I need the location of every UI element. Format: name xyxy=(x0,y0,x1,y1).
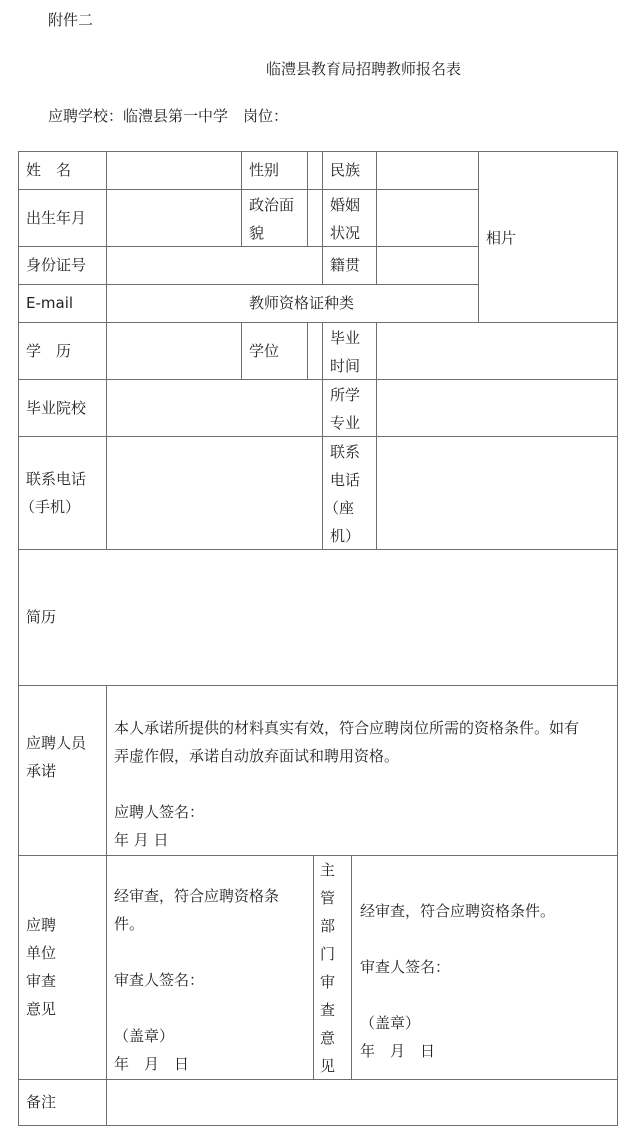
pledge-label-line2: 承诺 xyxy=(26,762,57,780)
mobile-phone-label-line1: 联系电话 xyxy=(26,470,87,488)
grid-line xyxy=(106,685,107,1126)
graduate-school-label: 毕业院校 xyxy=(26,399,87,417)
grid-line xyxy=(18,1125,618,1126)
grid-line xyxy=(18,284,478,285)
unit-review-text-line1: 经审查，符合应聘资格条 xyxy=(114,887,280,905)
grid-line xyxy=(18,151,19,1126)
grid-line xyxy=(18,322,618,323)
email-label: E-mail xyxy=(26,294,74,312)
major-label-line2: 专业 xyxy=(330,414,361,432)
grid-line xyxy=(322,322,323,549)
pledge-text-line1: 本人承诺所提供的材料真实有效，符合应聘岗位所需的资格条件。如有 xyxy=(114,719,580,737)
unit-review-text-line2: 件。 xyxy=(114,915,145,933)
attachment-label: 附件二 xyxy=(48,11,94,29)
grad-time-label-line1: 毕业 xyxy=(330,329,361,347)
political-label-line1: 政治面 xyxy=(249,196,295,214)
landline-label-line4: 机） xyxy=(330,527,361,545)
grid-line xyxy=(106,151,107,549)
dept-review-label: 主管部门审查意见 xyxy=(320,861,336,1075)
grid-line xyxy=(617,151,618,1126)
grid-line xyxy=(18,1079,618,1080)
native-place-label: 籍贯 xyxy=(330,256,361,274)
grid-line xyxy=(376,151,377,284)
grid-line xyxy=(322,151,323,284)
teacher-cert-label: 教师资格证种类 xyxy=(249,294,355,312)
major-label-line1: 所学 xyxy=(330,386,361,404)
id-number-label: 身份证号 xyxy=(26,256,87,274)
grid-line xyxy=(241,151,242,246)
grid-line xyxy=(307,151,308,246)
marital-label-line1: 婚姻 xyxy=(330,196,361,214)
landline-label-line1: 联系 xyxy=(330,443,361,461)
grid-line xyxy=(241,322,242,379)
grid-line xyxy=(478,151,479,322)
political-label-line2: 貌 xyxy=(249,224,265,242)
pledge-text-line2: 弄虚作假，承诺自动放弃面试和聘用资格。 xyxy=(114,747,400,765)
dept-seal-label: （盖章） xyxy=(360,1014,421,1032)
ethnicity-label: 民族 xyxy=(330,161,361,179)
gender-label: 性别 xyxy=(249,161,280,179)
dept-reviewer-signature-label: 审查人签名： xyxy=(360,958,451,976)
applicant-signature-label: 应聘人签名： xyxy=(114,803,205,821)
grad-time-label-line2: 时间 xyxy=(330,357,361,375)
marital-label-line2: 状况 xyxy=(330,224,361,242)
education-label: 学 历 xyxy=(26,342,72,360)
grid-line xyxy=(18,549,618,550)
grid-line xyxy=(18,151,618,152)
remarks-label: 备注 xyxy=(26,1093,57,1111)
dept-date-label: 年 月 日 xyxy=(360,1042,436,1060)
grid-line xyxy=(18,855,618,856)
grid-line xyxy=(18,189,478,190)
form-title: 临澧县教育局招聘教师报名表 xyxy=(266,60,462,78)
birth-label: 出生年月 xyxy=(26,209,87,227)
resume-label: 简历 xyxy=(26,608,57,626)
grid-line xyxy=(18,246,478,247)
grid-line xyxy=(18,436,618,437)
applicant-date-label: 年 月 日 xyxy=(114,831,169,849)
unit-review-label: 应聘单位审查意见 xyxy=(26,916,57,1018)
grid-line xyxy=(18,685,618,686)
grid-line xyxy=(18,379,618,380)
name-label: 姓 名 xyxy=(26,161,72,179)
degree-label: 学位 xyxy=(249,342,280,360)
dept-review-text: 经审查，符合应聘资格条件。 xyxy=(360,902,556,920)
grid-line xyxy=(376,322,377,549)
grid-line xyxy=(313,855,314,1079)
landline-label-line3: （座 xyxy=(324,499,355,517)
unit-reviewer-signature-label: 审查人签名： xyxy=(114,971,205,989)
school-position-line: 应聘学校：临澧县第一中学 岗位： xyxy=(48,107,289,125)
pledge-label-line1: 应聘人员 xyxy=(26,734,87,752)
unit-date-label: 年 月 日 xyxy=(114,1055,190,1073)
photo-label: 相片 xyxy=(486,229,517,247)
grid-line xyxy=(351,855,352,1079)
grid-line xyxy=(307,322,308,379)
mobile-phone-label-line2: （手机） xyxy=(20,498,81,516)
unit-seal-label: （盖章） xyxy=(114,1027,175,1045)
landline-label-line2: 电话 xyxy=(330,471,361,489)
